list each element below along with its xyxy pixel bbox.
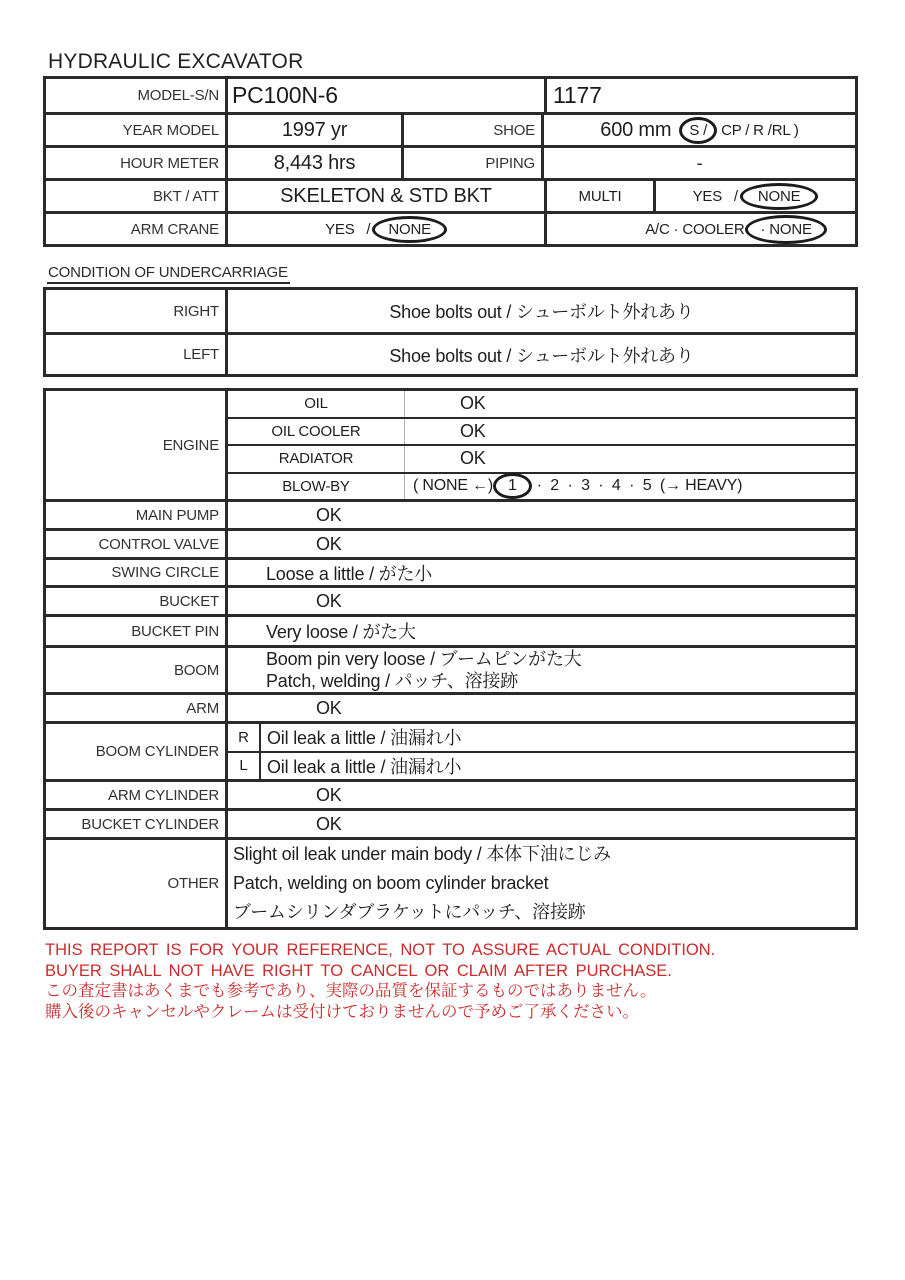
undercarriage-section-title: CONDITION OF UNDERCARRIAGE bbox=[47, 264, 290, 284]
year-model-label: YEAR MODEL bbox=[122, 121, 219, 139]
spec-table bbox=[43, 76, 858, 247]
oil-label: OIL bbox=[304, 395, 328, 413]
row-bucket bbox=[46, 585, 855, 614]
engine-label: ENGINE bbox=[162, 436, 219, 454]
ac-cooler-text: A/C · COOLER bbox=[645, 220, 745, 238]
boom-cylinder-r-value: Oil leak a little / 油漏れ小 bbox=[267, 728, 462, 749]
arm-cylinder-value: OK bbox=[225, 782, 855, 808]
boom-cylinder-r-label: R bbox=[228, 724, 261, 751]
radiator-value: OK bbox=[404, 446, 855, 472]
piping-value: - bbox=[541, 148, 855, 178]
control-valve-label: CONTROL VALVE bbox=[98, 535, 219, 553]
control-valve-value: OK bbox=[225, 531, 855, 557]
hour-meter-label: HOUR METER bbox=[120, 154, 219, 172]
boom-cylinder-left-row bbox=[228, 751, 855, 780]
page-title: HYDRAULIC EXCAVATOR bbox=[47, 50, 307, 78]
shoe-size-value: 600 mm bbox=[600, 118, 672, 141]
undercarriage-row-left bbox=[46, 332, 855, 374]
shoe-label: SHOE bbox=[401, 115, 541, 145]
row-bucket-pin bbox=[46, 614, 855, 645]
multi-label: MULTI bbox=[544, 181, 653, 211]
bucket-value: OK bbox=[225, 588, 855, 614]
hour-meter-value: 8,443 hrs bbox=[225, 148, 401, 178]
blowby-selected-circle: 1 bbox=[493, 473, 532, 499]
arm-crane-none-circle: NONE bbox=[372, 216, 447, 243]
swing-circle-label: SWING CIRCLE bbox=[111, 564, 219, 581]
engine-block bbox=[46, 391, 855, 499]
spec-row-armcrane-ac bbox=[46, 211, 855, 244]
row-main-pump bbox=[46, 499, 855, 528]
other-value-line1: Slight oil leak under main body / 本体下油にじみ bbox=[233, 844, 611, 864]
row-boom bbox=[46, 645, 855, 692]
spec-row-model bbox=[46, 79, 855, 112]
ac-none-circle: · NONE bbox=[745, 215, 826, 244]
bucket-pin-label: BUCKET PIN bbox=[131, 622, 219, 640]
disclaimer-line3: この査定書はあくまでも参考であり、実際の品質を保証するものではありません。 bbox=[45, 982, 657, 1000]
bucket-label: BUCKET bbox=[159, 592, 219, 610]
arm-value: OK bbox=[225, 695, 855, 721]
multi-yes-text: YES / bbox=[692, 187, 738, 205]
oil-cooler-value: OK bbox=[404, 419, 855, 445]
serial-value: 1177 bbox=[544, 79, 855, 112]
boom-cylinder-l-label: L bbox=[228, 753, 261, 780]
disclaimer bbox=[45, 940, 715, 1022]
row-boom-cylinder bbox=[46, 721, 855, 779]
row-arm bbox=[46, 692, 855, 721]
year-model-value: 1997 yr bbox=[225, 115, 401, 145]
right-value: Shoe bolts out / シューボルト外れあり bbox=[225, 290, 855, 332]
radiator-label: RADIATOR bbox=[278, 450, 354, 468]
engine-row-blowby bbox=[228, 472, 855, 500]
engine-row-oil-cooler bbox=[228, 417, 855, 445]
oil-value: OK bbox=[404, 391, 855, 417]
disclaimer-line4: 購入後のキャンセルやクレームは受付けておりませんので予めご了承ください。 bbox=[45, 1002, 639, 1021]
other-value-line3: ブームシリンダブラケットにパッチ、溶接跡 bbox=[233, 902, 586, 922]
boom-cylinder-l-value: Oil leak a little / 油漏れ小 bbox=[267, 756, 462, 777]
boom-label: BOOM bbox=[173, 661, 219, 679]
arm-cylinder-label: ARM CYLINDER bbox=[108, 786, 219, 804]
shoe-options: CP / R /RL ) bbox=[721, 121, 799, 139]
shoe-selected-circle: S / bbox=[679, 117, 717, 144]
boom-cylinder-right-row bbox=[228, 724, 855, 751]
boom-cylinder-label: BOOM CYLINDER bbox=[95, 743, 219, 760]
main-pump-label: MAIN PUMP bbox=[135, 506, 219, 524]
swing-circle-value: Loose a little / がた小 bbox=[225, 560, 855, 585]
bkt-att-label: BKT / ATT bbox=[153, 187, 219, 205]
bucket-cylinder-value: OK bbox=[225, 811, 855, 837]
bkt-att-value: SKELETON & STD BKT bbox=[225, 181, 544, 211]
main-pump-value: OK bbox=[225, 502, 855, 528]
right-label: RIGHT bbox=[173, 302, 219, 320]
row-swing-circle bbox=[46, 557, 855, 585]
disclaimer-line1: THIS REPORT IS FOR YOUR REFERENCE, NOT TO ASSURE ACTUAL CONDITION. bbox=[45, 941, 716, 959]
bucket-cylinder-label: BUCKET CYLINDER bbox=[81, 815, 219, 833]
model-value: PC100N-6 bbox=[225, 79, 544, 112]
other-label: OTHER bbox=[167, 875, 219, 892]
boom-value-line2: Patch, welding / パッチ、溶接跡 bbox=[266, 671, 519, 691]
row-other bbox=[46, 837, 855, 927]
spec-row-year-shoe bbox=[46, 112, 855, 145]
bucket-pin-value: Very loose / がた大 bbox=[225, 617, 855, 645]
undercarriage-row-right bbox=[46, 290, 855, 332]
row-control-valve bbox=[46, 528, 855, 557]
blowby-label: BLOW-BY bbox=[282, 477, 350, 495]
arm-label: ARM bbox=[186, 699, 219, 717]
condition-table bbox=[43, 388, 858, 930]
multi-none-circle: NONE bbox=[740, 183, 819, 210]
undercarriage-table bbox=[43, 287, 858, 377]
engine-row-radiator bbox=[228, 444, 855, 472]
engine-row-oil bbox=[228, 391, 855, 417]
blowby-scale-suffix: · 2 · 3 · 4 · 5 (→ HEAVY) bbox=[536, 477, 743, 495]
oil-cooler-label: OIL COOLER bbox=[271, 422, 361, 440]
other-value-line2: Patch, welding on boom cylinder bracket bbox=[233, 873, 549, 893]
left-label: LEFT bbox=[183, 346, 219, 363]
row-arm-cylinder bbox=[46, 779, 855, 808]
left-value: Shoe bolts out / シューボルト外れあり bbox=[225, 335, 855, 374]
arm-crane-label: ARM CRANE bbox=[130, 220, 219, 238]
blowby-scale-prefix: ( NONE ←) bbox=[413, 477, 493, 495]
boom-value-line1: Boom pin very loose / ブームピンがた大 bbox=[266, 649, 582, 669]
model-sn-label: MODEL-S/N bbox=[137, 87, 219, 104]
disclaimer-line2: BUYER SHALL NOT HAVE RIGHT TO CANCEL OR CLAIM AFTER PURCHASE. bbox=[45, 961, 672, 980]
row-bucket-cylinder bbox=[46, 808, 855, 837]
spec-row-hour-piping bbox=[46, 145, 855, 178]
spec-row-bkt-multi bbox=[46, 178, 855, 211]
piping-label: PIPING bbox=[401, 148, 541, 178]
arm-crane-yes-text: YES / bbox=[325, 220, 371, 238]
